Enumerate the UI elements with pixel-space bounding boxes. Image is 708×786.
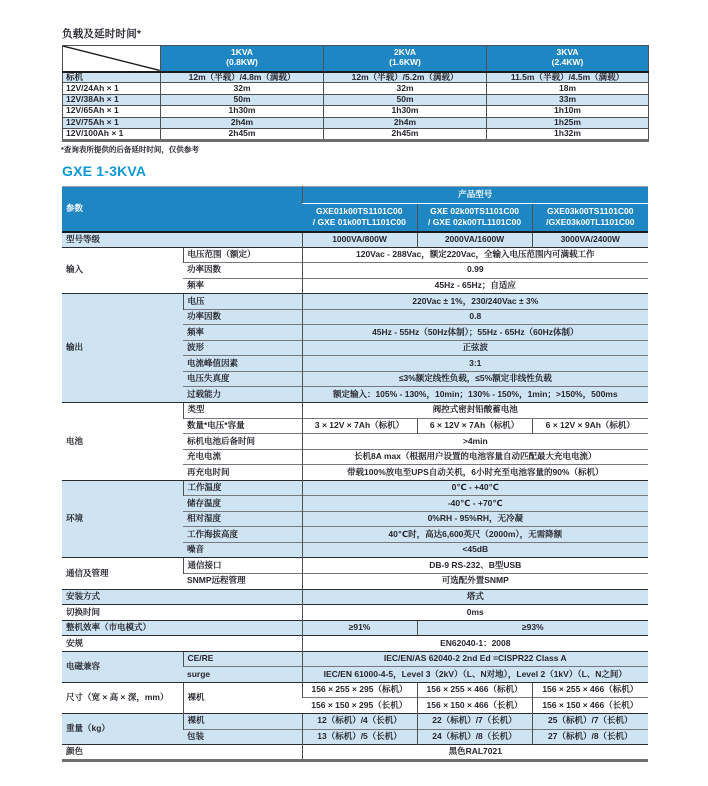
- param-label-cell: 噪音: [183, 542, 302, 558]
- value-cell: 0℃ - +40℃: [302, 480, 648, 496]
- model-line: /GXE03k00TL1101C00: [546, 217, 635, 228]
- table-row: [63, 72, 649, 83]
- param-label-cell: 再充电时间: [183, 465, 302, 481]
- category-cell-output: 输出: [62, 294, 183, 403]
- kva-label: 1KVA: [230, 47, 254, 58]
- value-cell: 6 × 12V × 9Ah（标机）: [532, 418, 648, 434]
- value-cell: 45Hz - 55Hz（50Hz体制）；55Hz - 65Hz（60Hz体制）: [302, 325, 648, 341]
- row-label-cell: 12V/24Ah × 1: [63, 83, 161, 94]
- row-label-cell: 安规: [62, 636, 302, 652]
- value-cell: 24（标机）/8（长机）: [417, 729, 532, 745]
- row-label-cell: 颜色: [62, 745, 302, 761]
- value-cell: 11.5m（半载）/4.5m（满载）: [487, 72, 649, 83]
- value-cell: 156 × 255 × 295（标机）: [302, 682, 417, 698]
- value-cell: DB-9 RS-232、B型USB: [302, 558, 648, 574]
- category-cell-dimensions: 尺寸（宽 × 高 × 深，mm）: [62, 682, 183, 713]
- value-cell: 156 × 150 × 466（长机）: [532, 698, 648, 714]
- value-cell: 带载100%放电至UPS自动关机，6小时充至电池容量的90%（标机）: [302, 465, 648, 481]
- value-cell: ≥93%: [417, 620, 648, 636]
- value-cell: -40℃ - +70℃: [302, 496, 648, 512]
- value-cell: >4min: [302, 434, 648, 450]
- value-cell: 156 × 255 × 466（标机）: [417, 682, 532, 698]
- param-label-cell: 包装: [183, 729, 302, 745]
- column-header-1kva: [161, 46, 324, 72]
- value-cell: 2h45m: [324, 128, 487, 140]
- category-cell-input: 输入: [62, 247, 183, 294]
- param-label-cell: 通信接口: [183, 558, 302, 574]
- spec-row: [62, 682, 648, 698]
- table-row: [63, 83, 649, 94]
- model-cell: [417, 204, 532, 232]
- value-cell: 3:1: [302, 356, 648, 372]
- value-cell: 1h32m: [487, 128, 649, 140]
- value-cell: 1h25m: [487, 117, 649, 128]
- value-cell: 0ms: [302, 605, 648, 621]
- value-cell: 1h30m: [324, 106, 487, 117]
- param-label-cell: 电压: [183, 294, 302, 310]
- spec-row: [62, 745, 648, 761]
- param-label-cell: 电压失真度: [183, 371, 302, 387]
- value-cell: 0.8: [302, 309, 648, 325]
- value-cell: 黑色RAL7021: [302, 745, 648, 761]
- category-cell-battery: 电池: [62, 403, 183, 481]
- kw-label: (2.4KW): [551, 57, 584, 68]
- value-cell: 可选配外置SNMP: [302, 574, 648, 590]
- value-cell: 12m（半载）/5.2m（满载）: [324, 72, 487, 83]
- value-cell: 27（标机）/8（长机）: [532, 729, 648, 745]
- load-table-header-row: [63, 46, 649, 72]
- value-cell: 220Vac ± 1%，230/240Vac ± 3%: [302, 294, 648, 310]
- param-label-cell: 裸机: [183, 713, 302, 729]
- param-label-cell: 频率: [183, 278, 302, 294]
- value-cell: 33m: [487, 94, 649, 105]
- row-label-cell: 切换时间: [62, 605, 302, 621]
- spec-row: [62, 651, 648, 667]
- value-cell: 50m: [161, 94, 324, 105]
- category-cell-communication: 通信及管理: [62, 558, 183, 589]
- value-cell: 2h4m: [161, 117, 324, 128]
- table-footnote: *查询表所提供的后备延时时间，仅供参考: [61, 145, 199, 154]
- kva-label: 2KVA: [393, 47, 417, 58]
- value-cell: <45dB: [302, 542, 648, 558]
- kw-label: (1.6KW): [389, 57, 421, 68]
- value-cell: IEC/EN/AS 62040-2 2nd Ed =CISPR22 Class A: [302, 651, 648, 667]
- row-label-cell: 型号等级: [62, 232, 302, 248]
- value-cell: 18m: [487, 83, 649, 94]
- model-cell: [532, 204, 648, 232]
- value-cell: 45Hz - 65Hz；自适应: [302, 278, 648, 294]
- value-cell: 额定输入：105% - 130%，10min；130% - 150%，1min；>150%，500ms: [302, 387, 648, 403]
- param-label-cell: 相对湿度: [183, 511, 302, 527]
- param-label-cell: 工作温度: [183, 480, 302, 496]
- row-label-cell: 安装方式: [62, 589, 302, 605]
- value-cell: 1000VA/800W: [302, 232, 417, 248]
- spec-row: [62, 713, 648, 729]
- param-label-cell: 充电电流: [183, 449, 302, 465]
- value-cell: 12（标机）/4（长机）: [302, 713, 417, 729]
- value-cell: 120Vac - 288Vac，额定220Vac，全输入电压范围内可满载工作: [302, 247, 648, 263]
- spec-row: [62, 403, 648, 419]
- kw-label: (0.8KW): [226, 57, 258, 68]
- table-row: [63, 128, 649, 140]
- value-cell: 3 × 12V × 7Ah（标机）: [302, 418, 417, 434]
- value-cell: 6 × 12V × 7Ah（标机）: [417, 418, 532, 434]
- table-row: [63, 94, 649, 105]
- column-header-3kva: [487, 46, 649, 72]
- model-line: GXE03k00TS1101C00: [547, 206, 634, 217]
- value-cell: 32m: [161, 83, 324, 94]
- value-cell: 156 × 150 × 466（长机）: [417, 698, 532, 714]
- model-line: / GXE 02k00TL1101C00: [427, 217, 522, 228]
- param-label-cell: 功率因数: [183, 309, 302, 325]
- product-model-header-cell: 产品型号: [302, 187, 648, 204]
- category-cell-emc: 电磁兼容: [62, 651, 183, 682]
- param-label-cell: 电压范围（额定）: [183, 247, 302, 263]
- load-delay-table: [62, 45, 649, 142]
- diagonal-header-cell: [63, 46, 161, 72]
- spec-row: [62, 589, 648, 605]
- column-header-2kva: [324, 46, 487, 72]
- value-cell: 2h4m: [324, 117, 487, 128]
- value-cell: 正弦波: [302, 340, 648, 356]
- spec-row: [62, 605, 648, 621]
- kva-label: 3KVA: [556, 47, 579, 58]
- param-label-cell: 波形: [183, 340, 302, 356]
- value-cell: 3000VA/2400W: [532, 232, 648, 248]
- value-cell: 156 × 150 × 295（长机）: [302, 698, 417, 714]
- table-row: [63, 106, 649, 117]
- diagonal-line: [63, 46, 160, 71]
- model-cell: [302, 204, 417, 232]
- param-label-cell: SNMP远程管理: [183, 574, 302, 590]
- spec-row-model-level: [62, 232, 648, 248]
- value-cell: 25（标机）/7（长机）: [532, 713, 648, 729]
- spec-row: [62, 558, 648, 574]
- value-cell: 12m（半载）/4.8m（满载）: [161, 72, 324, 83]
- param-label-cell: 数量*电压*容量: [183, 418, 302, 434]
- model-line: / GXE 01k00TL1101C00: [312, 217, 406, 228]
- value-cell: 22（标机）/7（长机）: [417, 713, 532, 729]
- value-cell: 长机8A max（根据用户设置的电池容量自动匹配最大充电电流）: [302, 449, 648, 465]
- model-line: GXE01k00TS1101C00: [316, 206, 403, 217]
- spec-row: [62, 480, 648, 496]
- param-label-cell: 裸机: [183, 682, 302, 713]
- value-cell: 1h30m: [161, 106, 324, 117]
- value-cell: 32m: [324, 83, 487, 94]
- row-label-cell: 12V/38Ah × 1: [63, 94, 161, 105]
- value-cell: 156 × 255 × 466（标机）: [532, 682, 648, 698]
- spec-header-row-product: [62, 187, 648, 204]
- model-line: GXE 02k00TS1101C00: [430, 206, 519, 217]
- param-header-cell: 参数: [62, 187, 302, 232]
- load-table-title: 负载及延时时间*: [62, 28, 142, 40]
- row-label-cell: 标机: [63, 72, 161, 83]
- row-label-cell: 12V/75Ah × 1: [63, 117, 161, 128]
- table-row: [63, 117, 649, 128]
- spec-row: [62, 294, 648, 310]
- param-label-cell: 储存温度: [183, 496, 302, 512]
- value-cell: 阀控式密封铅酸蓄电池: [302, 403, 648, 419]
- param-label-cell: CE/RE: [183, 651, 302, 667]
- param-label-cell: 工作海拔高度: [183, 527, 302, 543]
- value-cell: ≤3%额定线性负载，≤5%额定非线性负载: [302, 371, 648, 387]
- spec-row: [62, 247, 648, 263]
- product-spec-table: [62, 186, 648, 762]
- value-cell: EN62040-1：2008: [302, 636, 648, 652]
- category-cell-environment: 环境: [62, 480, 183, 558]
- row-label-cell: 整机效率（市电模式）: [62, 620, 302, 636]
- value-cell: 塔式: [302, 589, 648, 605]
- param-label-cell: 标机电池后备时间: [183, 434, 302, 450]
- category-cell-weight: 重量（kg）: [62, 713, 183, 744]
- value-cell: 0.99: [302, 263, 648, 279]
- value-cell: 50m: [324, 94, 487, 105]
- param-label-cell: 类型: [183, 403, 302, 419]
- row-label-cell: 12V/100Ah × 1: [63, 128, 161, 140]
- param-label-cell: 频率: [183, 325, 302, 341]
- param-label-cell: 电流峰值因素: [183, 356, 302, 372]
- value-cell: 0%RH - 95%RH，无冷凝: [302, 511, 648, 527]
- value-cell: IEC/EN 61000-4-5，Level 3（2kV）（L、N对地），Level 2（1kV）（L、N之间）: [302, 667, 648, 683]
- param-label-cell: surge: [183, 667, 302, 683]
- spec-section-title: GXE 1-3KVA: [62, 163, 147, 179]
- param-label-cell: 功率因数: [183, 263, 302, 279]
- spec-row: [62, 636, 648, 652]
- value-cell: ≥91%: [302, 620, 417, 636]
- value-cell: 13（标机）/5（长机）: [302, 729, 417, 745]
- value-cell: 40℃时，高达6,600英尺（2000m），无需降额: [302, 527, 648, 543]
- param-label-cell: 过载能力: [183, 387, 302, 403]
- spec-row: [62, 620, 648, 636]
- value-cell: 2000VA/1600W: [417, 232, 532, 248]
- row-label-cell: 12V/65Ah × 1: [63, 106, 161, 117]
- value-cell: 1h10m: [487, 106, 649, 117]
- value-cell: 2h45m: [161, 128, 324, 140]
